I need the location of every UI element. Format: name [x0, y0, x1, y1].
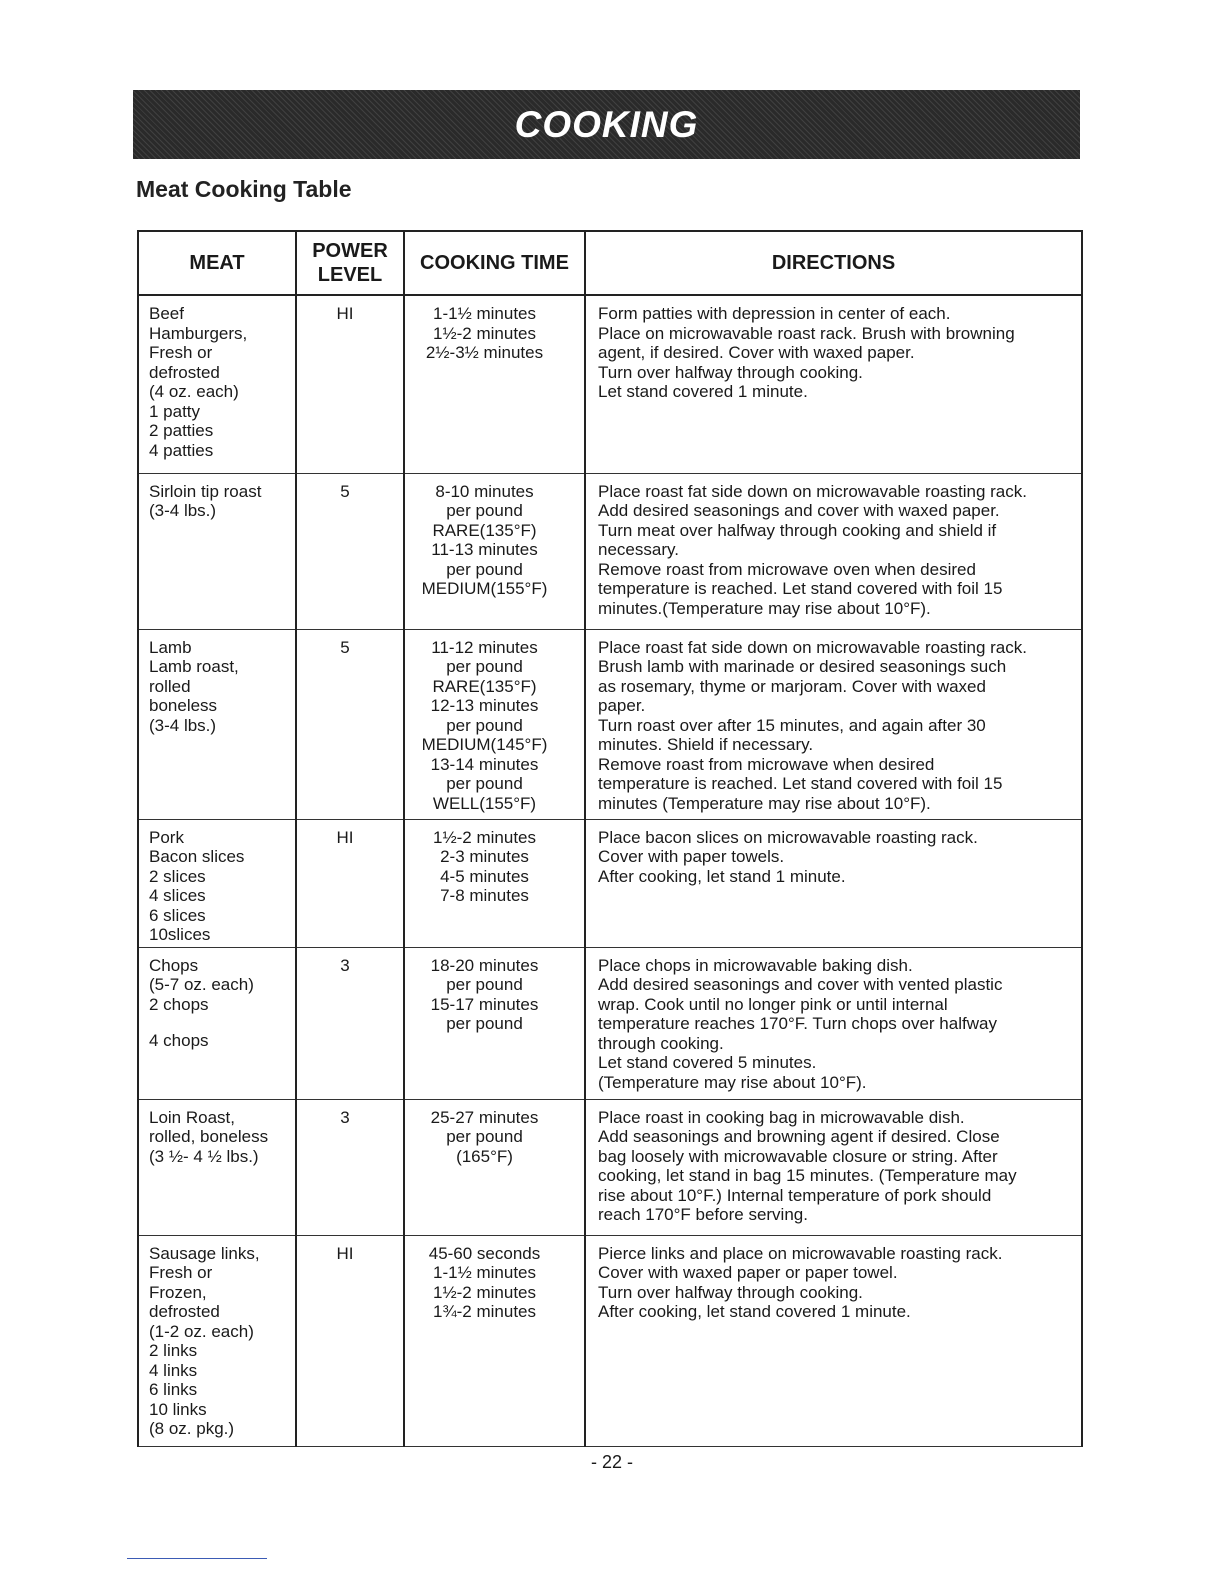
- meat-cell: [138, 295, 296, 473]
- directions-line: agent, if desired. Cover with waxed paper.: [598, 343, 915, 362]
- cooking-time-line: per pound: [446, 1127, 523, 1146]
- cooking-time-line: MEDIUM(155°F): [421, 579, 548, 598]
- directions-line: Pierce links and place on microwavable roasting rack.: [598, 1243, 1003, 1263]
- directions-cell: [585, 1099, 1082, 1235]
- power-level-value: 3: [340, 955, 350, 975]
- meat-line: (3-4 lbs.): [149, 715, 217, 735]
- cooking-time-line: 12-13 minutes: [430, 696, 539, 715]
- meat-cell: [138, 629, 296, 819]
- cooking-time-line: 7-8 minutes: [440, 886, 529, 905]
- cooking-time-line: 2-3 minutes: [440, 847, 529, 866]
- cooking-time-line: 4-5 minutes: [440, 866, 529, 886]
- meat-line: Fresh or: [149, 1263, 213, 1282]
- footer-rule: [127, 1558, 267, 1559]
- cooking-time-line: RARE(135°F): [432, 520, 537, 540]
- table-row: [138, 947, 1082, 1099]
- table-row: [138, 1235, 1082, 1446]
- meat-line: 6 slices: [149, 905, 206, 925]
- meat-line: (3-4 lbs.): [149, 501, 217, 520]
- power-level-value: 3: [340, 1107, 350, 1127]
- directions-line: Let stand covered 1 minute.: [598, 382, 808, 401]
- power-level-value: HI: [336, 304, 354, 323]
- cooking-time-line: MEDIUM(145°F): [421, 735, 548, 754]
- cooking-time-line: per pound: [446, 715, 523, 735]
- directions-line: minutes (Temperature may rise about 10°F).: [598, 793, 931, 813]
- directions-cell: [585, 819, 1082, 947]
- directions-line: Turn roast over after 15 minutes, and again after 30: [598, 715, 986, 735]
- directions-line: Turn meat over halfway through cooking and shield if: [598, 520, 997, 540]
- meat-line: (3 ½- 4 ½ lbs.): [149, 1146, 259, 1166]
- meat-cell: [138, 947, 296, 1099]
- cooking-time-line: per pound: [446, 559, 523, 579]
- cooking-banner: [133, 90, 1080, 159]
- meat-line: Fresh or: [149, 343, 213, 362]
- cooking-time-cell: [404, 1099, 585, 1235]
- directions-cell: [585, 1235, 1082, 1446]
- directions-line: Add desired seasonings and cover with vented plastic: [598, 975, 1003, 994]
- cooking-time-line: per pound: [446, 774, 523, 793]
- directions-line: through cooking.: [598, 1033, 724, 1053]
- directions-cell: [585, 473, 1082, 629]
- directions-line: minutes.(Temperature may rise about 10°F).: [598, 598, 931, 618]
- cooking-time-line: 1½-2 minutes: [433, 827, 536, 847]
- cooking-time-line: per pound: [446, 1014, 523, 1033]
- directions-line: Add desired seasonings and cover with waxed paper.: [598, 501, 1000, 520]
- directions-line: wrap. Cook until no longer pink or until internal: [598, 994, 948, 1014]
- header-power-line1: POWER: [312, 240, 388, 262]
- cooking-time-cell: [404, 629, 585, 819]
- cooking-time-line: 18-20 minutes: [430, 955, 539, 975]
- meat-line: defrosted: [149, 1302, 220, 1321]
- meat-line: Chops: [149, 955, 199, 975]
- power-level-cell: [296, 947, 404, 1099]
- cooking-time-line: per pound: [446, 657, 523, 676]
- table-row: [138, 295, 1082, 473]
- directions-line: (Temperature may rise about 10°F).: [598, 1072, 867, 1092]
- meat-line: 4 slices: [149, 886, 206, 905]
- meat-line: Frozen,: [149, 1282, 207, 1302]
- cooking-time-line: 11-12 minutes: [431, 637, 538, 657]
- cooking-time-cell: [404, 295, 585, 473]
- cooking-time-line: 15-17 minutes: [430, 994, 539, 1014]
- directions-line: After cooking, let stand covered 1 minute.: [598, 1302, 911, 1321]
- cooking-time-line: 1-1½ minutes: [433, 304, 536, 323]
- meat-line: rolled, boneless: [149, 1127, 269, 1146]
- cooking-time-line: 1¾-2 minutes: [433, 1302, 536, 1321]
- directions-line: After cooking, let stand 1 minute.: [598, 866, 846, 886]
- directions-line: Remove roast from microwave when desired: [598, 754, 935, 774]
- meat-line: Pork: [149, 827, 184, 847]
- meat-line: Sirloin tip roast: [149, 481, 262, 501]
- directions-line: temperature reaches 170°F. Turn chops over halfway: [598, 1014, 997, 1033]
- directions-cell: [585, 629, 1082, 819]
- cooking-time-line: per pound: [446, 975, 523, 994]
- power-level-value: 5: [340, 637, 350, 657]
- meat-cell: [138, 473, 296, 629]
- page-number: - 22 -: [590, 1452, 633, 1472]
- table-row: [138, 629, 1082, 819]
- meat-line: (1-2 oz. each): [149, 1321, 254, 1341]
- meat-line: (8 oz. pkg.): [149, 1419, 235, 1438]
- directions-line: minutes. Shield if necessary.: [598, 735, 814, 754]
- meat-line: Beef: [149, 304, 184, 323]
- power-level-value: 5: [340, 481, 350, 501]
- meat-line: Bacon slices: [149, 847, 245, 866]
- header-meat: MEAT: [138, 231, 296, 295]
- directions-line: reach 170°F before serving.: [598, 1205, 808, 1224]
- meat-line: 4 chops: [149, 1031, 209, 1050]
- meat-line: rolled: [149, 676, 191, 696]
- cooking-time-line: 1-1½ minutes: [433, 1263, 536, 1282]
- directions-line: Turn over halfway through cooking.: [598, 1282, 863, 1302]
- meat-line: 2 slices: [149, 866, 206, 886]
- directions-line: as rosemary, thyme or marjoram. Cover with waxed: [598, 676, 986, 696]
- cooking-time-cell: [404, 819, 585, 947]
- header-directions: DIRECTIONS: [585, 231, 1082, 295]
- power-level-cell: [296, 1235, 404, 1446]
- cooking-time-line: per pound: [446, 501, 523, 520]
- directions-cell: [585, 295, 1082, 473]
- cooking-time-cell: [404, 473, 585, 629]
- directions-line: Brush lamb with marinade or desired seasonings such: [598, 657, 1007, 676]
- cooking-time-line: 1½-2 minutes: [433, 323, 536, 343]
- table-row: [138, 473, 1082, 629]
- power-level-value: HI: [336, 827, 354, 847]
- directions-line: paper.: [598, 696, 646, 715]
- directions-line: Place chops in microwavable baking dish.: [598, 955, 913, 975]
- cooking-time-line: 1½-2 minutes: [433, 1282, 536, 1302]
- cooking-time-line: 45-60 seconds: [428, 1243, 541, 1263]
- directions-line: Place roast fat side down on microwavable roasting rack.: [598, 481, 1027, 501]
- table-body: [138, 295, 1082, 1446]
- directions-line: Turn over halfway through cooking.: [598, 362, 863, 382]
- directions-line: Place roast fat side down on microwavable roasting rack.: [598, 637, 1027, 657]
- meat-line: Hamburgers,: [149, 323, 248, 343]
- meat-line: Loin Roast,: [149, 1107, 235, 1127]
- meat-line: [149, 1014, 289, 1031]
- directions-line: Add seasonings and browning agent if desired. Close: [598, 1127, 1000, 1146]
- table-row: [138, 1099, 1082, 1235]
- meat-line: Sausage links,: [149, 1243, 260, 1263]
- banner-title: COOKING: [514, 103, 699, 145]
- meat-line: 2 links: [149, 1341, 198, 1360]
- meat-line: 4 patties: [149, 440, 214, 460]
- power-level-cell: [296, 629, 404, 819]
- header-power-line2: LEVEL: [317, 264, 383, 286]
- meat-line: Lamb roast,: [149, 657, 239, 676]
- power-level-cell: [296, 819, 404, 947]
- power-level-value: HI: [336, 1243, 354, 1263]
- table-header-row: [138, 231, 1082, 295]
- directions-line: Remove roast from microwave oven when desired: [598, 559, 976, 579]
- meat-line: 1 patty: [149, 401, 201, 421]
- cooking-time-cell: [404, 1235, 585, 1446]
- cooking-time-line: 8-10 minutes: [435, 481, 534, 501]
- cooking-time-cell: [404, 947, 585, 1099]
- cooking-time-line: 13-14 minutes: [430, 754, 539, 774]
- power-level-cell: [296, 295, 404, 473]
- meat-line: 4 links: [149, 1360, 198, 1380]
- section-title: Meat Cooking Table: [136, 176, 352, 202]
- directions-line: Cover with paper towels.: [598, 847, 785, 866]
- meat-line: boneless: [149, 696, 218, 715]
- meat-line: 10slices: [149, 925, 211, 944]
- directions-line: Let stand covered 5 minutes.: [598, 1053, 817, 1072]
- directions-line: Place on microwavable roast rack. Brush with browning: [598, 323, 1015, 343]
- cooking-time-line: RARE(135°F): [432, 676, 537, 696]
- directions-line: temperature is reached. Let stand covered with foil 15: [598, 774, 1003, 793]
- directions-line: bag loosely with microwavable closure or string. After: [598, 1146, 998, 1166]
- meat-line: defrosted: [149, 362, 220, 382]
- meat-line: 2 chops: [149, 994, 209, 1014]
- power-level-cell: [296, 1099, 404, 1235]
- meat-line: 6 links: [149, 1380, 198, 1399]
- directions-line: rise about 10°F.) Internal temperature of pork should: [598, 1185, 992, 1205]
- power-level-cell: [296, 473, 404, 629]
- cooking-time-line: 25-27 minutes: [430, 1107, 539, 1127]
- directions-line: Cover with waxed paper or paper towel.: [598, 1263, 898, 1282]
- meat-line: (5-7 oz. each): [149, 975, 254, 994]
- meat-line: 2 patties: [149, 421, 214, 440]
- meat-cooking-table: [137, 230, 1081, 1447]
- directions-line: temperature is reached. Let stand covered with foil 15: [598, 579, 1003, 598]
- meat-cell: [138, 1235, 296, 1446]
- cooking-time-line: (165°F): [456, 1146, 513, 1166]
- meat-line: Lamb: [149, 637, 192, 657]
- table-row: [138, 819, 1082, 947]
- directions-line: Form patties with depression in center of each.: [598, 304, 951, 323]
- meat-line: 10 links: [149, 1399, 207, 1419]
- directions-line: Place bacon slices on microwavable roasting rack.: [598, 827, 978, 847]
- directions-line: necessary.: [598, 540, 679, 559]
- header-cooking-time: COOKING TIME: [404, 231, 585, 295]
- meat-line: (4 oz. each): [149, 382, 239, 401]
- meat-cell: [138, 819, 296, 947]
- directions-cell: [585, 947, 1082, 1099]
- cooking-time-line: 11-13 minutes: [431, 540, 538, 559]
- header-power-level: [296, 231, 404, 295]
- directions-line: cooking, let stand in bag 15 minutes. (Temperature may: [598, 1166, 1017, 1185]
- cooking-time-line: 2½-3½ minutes: [425, 343, 544, 362]
- cooking-time-line: WELL(155°F): [432, 793, 537, 813]
- directions-line: Place roast in cooking bag in microwavable dish.: [598, 1107, 965, 1127]
- meat-cell: [138, 1099, 296, 1235]
